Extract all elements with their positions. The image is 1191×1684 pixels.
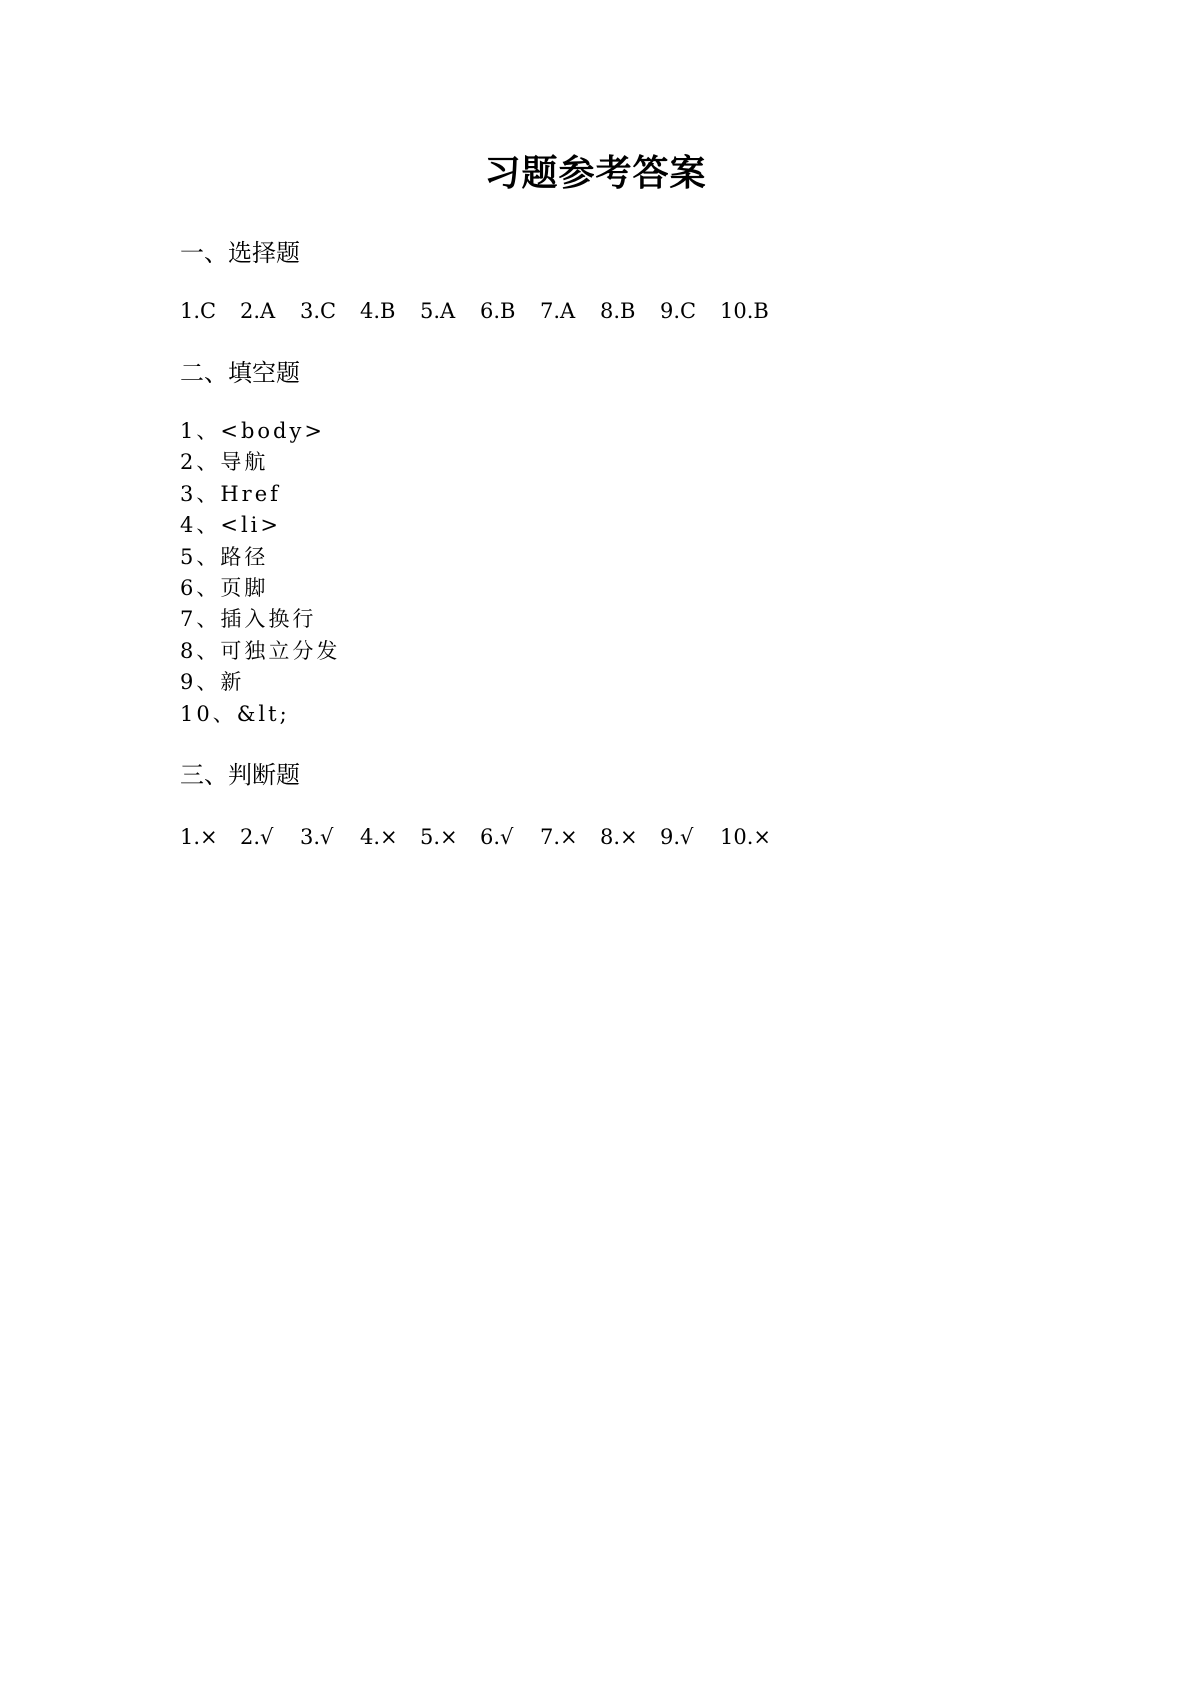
answer-content: [180, 236, 1080, 852]
page-title: 习题参考答案: [484, 153, 707, 194]
answer-item: 4.B: [360, 299, 396, 323]
answer-item: 10.×: [720, 825, 771, 850]
answer-item: 9.√: [660, 825, 694, 850]
multiple-choice-answers: [180, 296, 1080, 326]
list-item: 4、<li>: [180, 513, 281, 538]
list-item: 2、导航: [180, 450, 269, 475]
answer-item: 8.×: [600, 825, 638, 850]
answer-item: 5.×: [420, 825, 458, 850]
list-item: 1、<body>: [180, 419, 325, 443]
list-item: 5、路径: [180, 544, 269, 569]
answer-item: 3.√: [300, 825, 334, 850]
answer-item: 1.C: [180, 299, 217, 323]
fill-in-blank-answers: [180, 416, 1080, 730]
answer-item: 8.B: [600, 299, 636, 323]
answer-item: 10.B: [720, 299, 769, 323]
answer-item: 1.×: [180, 825, 218, 850]
section-heading-fill-in-blank: 二、填空题: [180, 359, 300, 387]
answer-item: 6.√: [480, 825, 514, 850]
list-item: 8、可独立分发: [180, 638, 341, 663]
list-item: 3、Href: [180, 481, 281, 506]
list-item: 6、页脚: [180, 576, 269, 601]
list-item: 9、新: [180, 670, 245, 695]
answer-item: 2.A: [240, 299, 276, 323]
answer-item: 3.C: [300, 299, 337, 323]
list-item: 10、&lt;: [180, 701, 290, 726]
answer-item: 4.×: [360, 825, 398, 850]
answer-item: 5.A: [420, 299, 456, 323]
section-heading-true-false: 三、判断题: [180, 761, 300, 790]
answer-item: 2.√: [240, 825, 274, 850]
answer-item: 7.A: [540, 299, 576, 323]
answer-item: 6.B: [480, 299, 516, 323]
list-item: 7、插入换行: [180, 607, 317, 632]
answer-item: 7.×: [540, 825, 578, 850]
true-false-answers: [180, 822, 1080, 852]
section-heading-multiple-choice: 一、选择题: [180, 239, 300, 267]
answer-item: 9.C: [660, 299, 697, 323]
